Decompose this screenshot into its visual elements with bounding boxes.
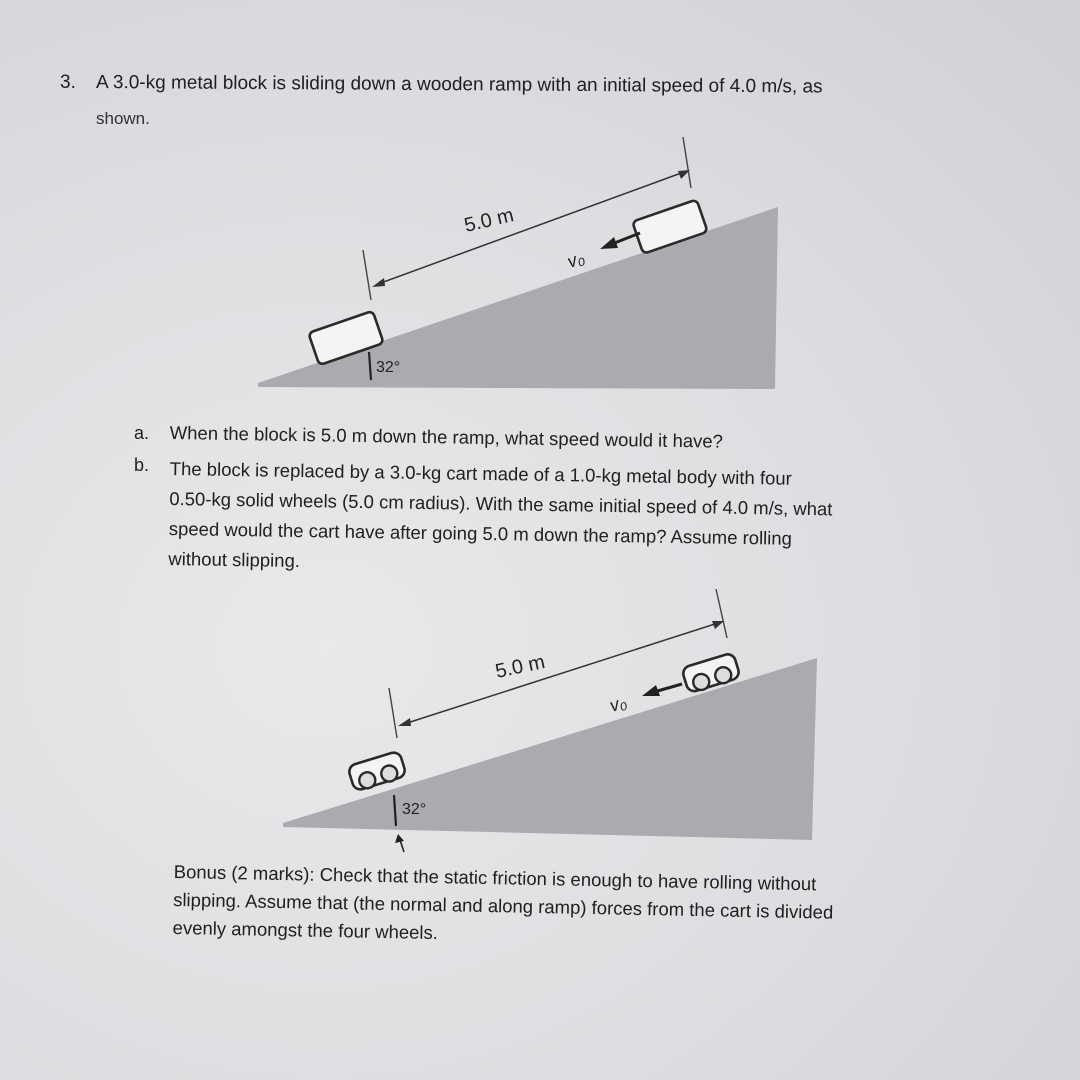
part-b-line: speed would the cart have after going 5.0 m down the ramp? Assume rolling <box>168 517 793 549</box>
question-text-line2: shown. <box>96 109 150 128</box>
bonus-line: evenly amongst the four wheels. <box>172 916 439 944</box>
distance-tick-left <box>389 688 397 738</box>
part-b-line: without slipping. <box>168 547 301 572</box>
part-a-text: When the block is 5.0 m down the ramp, what speed would it have? <box>169 421 724 452</box>
part-b-label: b. <box>134 455 150 475</box>
cart-bottom <box>347 751 407 793</box>
velocity-label: v₀ <box>564 247 587 272</box>
question-text-line1: A 3.0-kg metal block is sliding down a wooden ramp with an initial speed of 4.0 m/s, as <box>95 72 823 98</box>
bonus-line: slipping. Assume that (the normal and along ramp) forces from the cart is divided <box>173 888 834 923</box>
angle-label: 32° <box>376 359 401 376</box>
velocity-arrowhead <box>642 685 660 696</box>
part-a-label: a. <box>134 423 150 443</box>
part-b-line: The block is replaced by a 3.0-kg cart made of a 1.0-kg metal body with four <box>169 457 792 489</box>
distance-tick-right <box>716 589 727 638</box>
part-b-line: 0.50-kg solid wheels (5.0 cm radius). With the same initial speed of 4.0 m/s, what <box>169 487 833 520</box>
velocity-label: v₀ <box>607 691 630 716</box>
distance-label: 5.0 m <box>493 650 547 683</box>
bonus-line: Bonus (2 marks): Check that the static friction is enough to have rolling without <box>173 860 817 895</box>
velocity-arrow <box>654 684 682 692</box>
pointer-arrowhead <box>395 834 404 843</box>
distance-arrowhead-left <box>398 718 411 726</box>
ramp-triangle <box>283 658 817 840</box>
bonus-text <box>172 858 943 957</box>
angle-label: 32° <box>402 801 427 818</box>
pointer-arrow <box>400 840 404 852</box>
distance-label: 5.0 m <box>462 204 516 237</box>
question-number: 3. <box>60 72 76 93</box>
distance-arrowhead-right <box>712 621 724 629</box>
